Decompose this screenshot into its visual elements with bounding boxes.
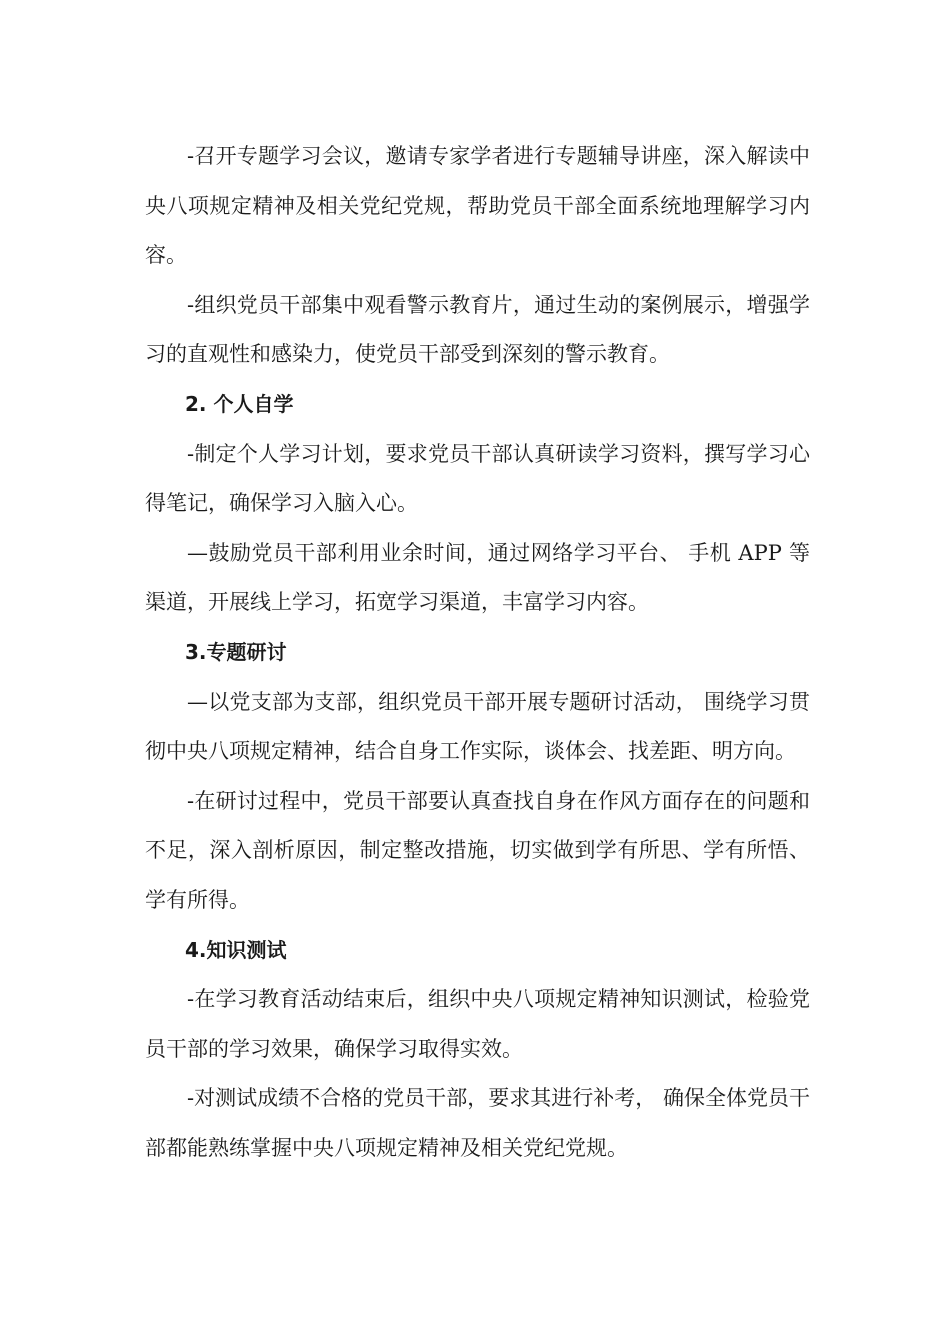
- heading-self-study: 2. 个人自学: [185, 391, 294, 416]
- para-branch-seminar: —以党支部为支部，组织党员干部开展专题研讨活动， 围绕学习贯彻中央八项规定精神，结合自身工作实际，谈体会、找差距、明方向。: [145, 689, 810, 764]
- para-expert-lecture: -召开专题学习会议，邀请专家学者进行专题辅导讲座，深入解读中央八项规定精神及相关党纪党规，帮助党员干部全面系统地理解学习内容。: [145, 144, 810, 268]
- para-study-plan: -制定个人学习计划，要求党员干部认真研读学习资料，撰写学习心得笔记，确保学习入脑入心。: [145, 441, 810, 516]
- para-makeup-exam: -对测试成绩不合格的党员干部，要求其进行补考， 确保全体党员干部都能熟练掌握中央八项规定精神及相关党纪党规。: [145, 1086, 810, 1160]
- para-test-organization: -在学习教育活动结束后，组织中央八项规定精神知识测试，检验党员干部的学习效果，确保学习取得实效。: [145, 987, 810, 1061]
- heading-knowledge-test: 4.知识测试: [185, 937, 287, 962]
- heading-seminar: 3.专题研讨: [185, 639, 287, 664]
- para-self-examination: -在研讨过程中，党员干部要认真查找自身在作风方面存在的问题和不足，深入剖析原因，制定整改措施，切实做到学有所思、学有所悟、学有所得。: [145, 788, 810, 912]
- para-warning-film: -组织党员干部集中观看警示教育片，通过生动的案例展示，增强学习的直观性和感染力，使党员干部受到深刻的警示教育。: [145, 292, 810, 367]
- para-online-study: —鼓励党员干部利用业余时间，通过网络学习平台、 手机 APP 等渠道，开展线上学习，拓宽学习渠道，丰富学习内容。: [145, 540, 810, 615]
- document-body: [145, 132, 810, 1173]
